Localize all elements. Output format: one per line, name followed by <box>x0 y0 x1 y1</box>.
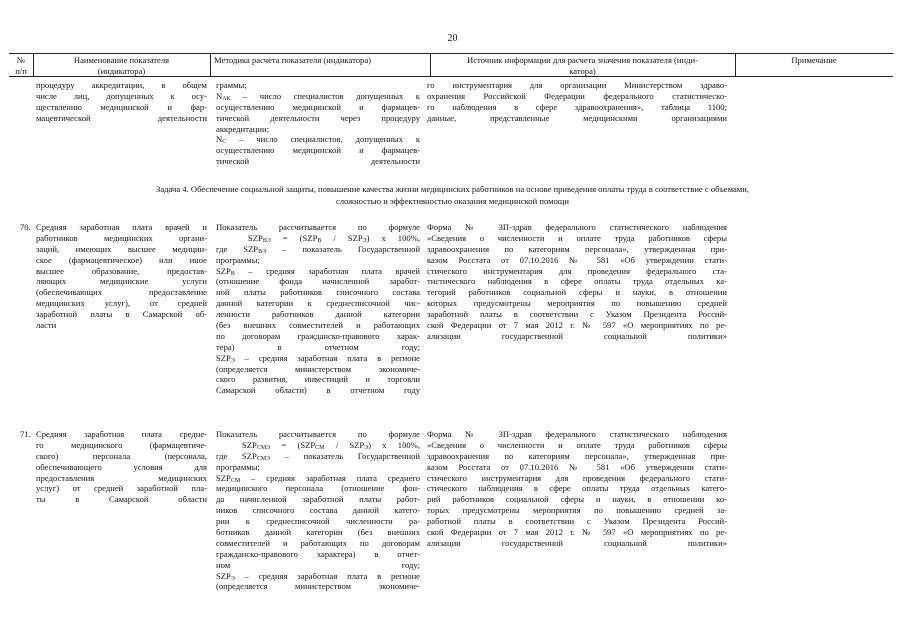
formula-definition: $SZP_Э$ – средняя заработная плата в регионе <box>216 570 420 582</box>
header-number: № п/п <box>15 55 27 76</box>
table-header <box>9 53 893 77</box>
row-number: 71. <box>20 429 31 439</box>
formula-definition: где $SZP_{ВЭ}$ – показатель Государственной <box>216 243 420 255</box>
row-70-name-cell: Средняя заработная плата врачей и работников медицинских органи- заций, имеющих высшее медицин- ское (фармацевтическое) или иное высшее образование, предостав- ляющих медицинские услуги (обеспечивающих предоставление медицинских услуг), от средней заработной платы в Самарской об- ласти <box>36 222 207 331</box>
task-heading: Задача 4. Обеспечение социальной защиты, повышение качества жизни медицинских работников на основе приведения оплаты труда в соответствие с объемами, сложностью и эффективностью оказания медицинской помощи <box>156 184 749 206</box>
header-note: Примечание <box>791 55 837 65</box>
header-source: Источник информации для расчета значения показателя (инди- катора) <box>467 55 698 76</box>
row-71-name-cell: Средняя заработная плата средне- го медицинского (фармацевтиче- ского) персонала (персонала, обеспечивающего условия для предоставления медицинских услуг) от средней заработной пла- ты в Самарской области <box>36 429 207 505</box>
header-method: Методика расчета показателя (индикатора) <box>214 55 372 65</box>
row-71-method-cell: Показатель рассчитывается по формуле $SZP_{СМЭ} = (SZP_{СМ} / SZP_Э)$ x 100%, где $SZP_{СМЭ}$ – показатель Государственной программы; $SZP_{СМ}$ – средняя заработная плата среднего медицинского персонала (отношение фон- да начисленной заработной платы работ- ников списочного состава данной катего- рии к среднесписочной численности ра- ботников данной категории (без внешних совместителей и работающих по договорам гражданско-правового характера) в отчет- ном году; $SZP_Э$ – средняя заработная плата в регионе (определяется министерством экономиче- <box>216 429 420 592</box>
formula-definition: $SZP_В$ – средняя заработная плата врачей <box>216 265 420 277</box>
cont-method-cell: граммы; $N_{АК}$ – число специалистов допущенных к осуществлению медицинской и фармацев- тической деятельности через процедуру аккредитации; $N_С$ – число специалистов, допущенных к осуществлению медицинской и фармацев- тической деятельности <box>216 80 420 167</box>
formula-definition: $SZP_Э$ – средняя заработная плата в регионе <box>216 352 420 364</box>
row-70-method-cell: Показатель рассчитывается по формуле $SZP_{ВЭ} = (SZP_В / SZP_Э)$ x 100%, где $SZP_{ВЭ}$ – показатель Государственной программы; $SZP_В$ – средняя заработная плата врачей (отношение фонда начисленной заработ- ной платы работников списочного состава данной категории к среднесписочной чис- ленности работников данной категории (без внешних совместителей и работающих по договорам гражданско-правового харак- тера) в отчетном году; $SZP_Э$ – средняя заработная плата в регионе (определяется министерством экономиче- ского развития, инвестиций и торговли Самарской области) в отчетном году <box>216 222 420 396</box>
cont-name-cell: процедуру аккредитации, в общем числе лиц, допущенных к осу- ществлению медицинской и фар- мацевтической деятельности <box>36 80 207 123</box>
formula-definition: $SZP_{СМ}$ – средняя заработная плата среднего <box>216 472 420 484</box>
formula-definition: где $SZP_{СМЭ}$ – показатель Государственной <box>216 450 420 462</box>
formula: $SZP_{СМЭ} = (SZP_{СМ} / SZP_Э)$ x 100%, <box>242 439 420 451</box>
formula: $SZP_{ВЭ} = (SZP_В / SZP_Э)$ x 100%, <box>248 232 420 244</box>
page-number: 20 <box>447 33 458 44</box>
row-number: 70. <box>20 222 31 232</box>
row-70-source-cell: Форма № ЗП-здрав федерального статистического наблюдения «Сведения о численности и оплате труда работников сферы здравоохранения по категориям персонала», утвержденная при- казом Росстата от 07.10.2016 № 581 «Об утверждении стати- стического инструментария для проведения федерального ста- тистического наблюдения в сфере оплаты труда отдельных ка- тегорий работников социальной сферы и науки, в отношении которых предусмотрены мероприятия по повышению средней заработной платы в соответствии с Указом Президента Россий- ской Федерации от 7 мая 2012 г. № 597 «О мероприятиях по ре- ализации государственной социальной политики» <box>427 222 727 341</box>
header-indicator-name: Наименование показателя (индикатора) <box>73 55 170 76</box>
row-71-source-cell: Форма № ЗП-здрав федерального статистического наблюдения «Сведения о численности и оплате труда работников сферы здравоохранения по категориям персонала», утвержденная при- казом Росстата от 07.10.2016 № 581 «Об утверждении стати- стического инструментария для проведения федерального стати- стического наблюдения в сфере оплаты труда отдельных катего- рий работников социальной сферы и науки, в отношении ко- торых предусмотрены мероприятия по повышению средней за- работной платы в соответствии с Указом Президента Россий- ской Федерации от 7 мая 2012 г. № 597 «О мероприятиях по ре- ализации государственной социальной политики» <box>427 429 727 548</box>
cont-source-cell: го инструментария для организации Министерством здраво- охранения Российской Федерации федерального статистическо- го наблюдения в сфере здравоохранения», таблица 1100; данные, представленные медицинскими организациями <box>427 80 727 123</box>
